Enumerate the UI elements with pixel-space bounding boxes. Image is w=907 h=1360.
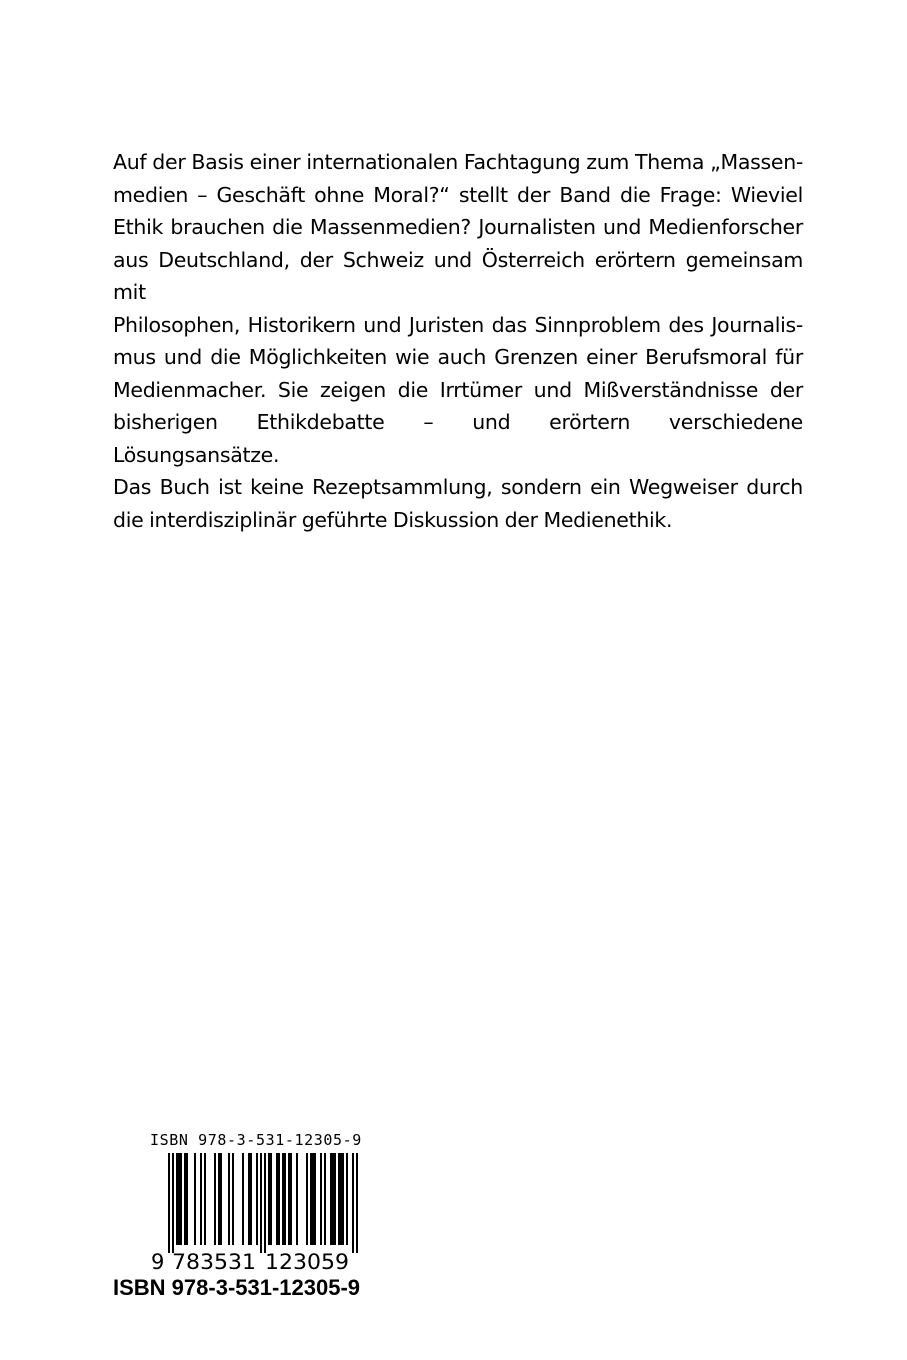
barcode-bar bbox=[288, 1153, 290, 1245]
barcode-bar bbox=[260, 1153, 262, 1253]
barcode-bar bbox=[194, 1153, 196, 1245]
barcode-bar bbox=[184, 1153, 186, 1245]
barcode-bar bbox=[338, 1153, 340, 1245]
blurb-line: bisherigen Ethikdebatte – und erörtern verschiedene Lösungsansätze. bbox=[113, 410, 803, 467]
blurb-line: Medienmacher. Sie zeigen die Irrtümer und Mißverständnisse der bbox=[113, 377, 803, 402]
barcode-left-digits: 783531 bbox=[172, 1250, 256, 1273]
barcode-bar bbox=[204, 1153, 206, 1245]
barcode-bar bbox=[200, 1153, 202, 1245]
barcode-bar bbox=[320, 1153, 322, 1245]
barcode-block bbox=[150, 1131, 380, 1273]
barcode-bar bbox=[276, 1153, 278, 1245]
barcode-bar bbox=[296, 1153, 298, 1245]
barcode-bar bbox=[324, 1153, 326, 1245]
ean13-barcode bbox=[150, 1153, 380, 1273]
barcode-bar bbox=[282, 1153, 284, 1245]
blurb-line: Auf der Basis einer internationalen Fachtagung zum Thema „Massen- bbox=[113, 150, 803, 174]
barcode-bar bbox=[232, 1153, 234, 1245]
blurb-line: Ethik brauchen die Massenmedien? Journalisten und Medienforscher bbox=[113, 215, 803, 239]
blurb-line: Das Buch ist keine Rezeptsammlung, sondern ein Wegweiser durch bbox=[113, 475, 803, 499]
blurb-line: aus Deutschland, der Schweiz und Österreich erörtern gemeinsam mit bbox=[113, 247, 803, 304]
barcode-bar bbox=[330, 1153, 332, 1245]
barcode-bar bbox=[250, 1153, 252, 1245]
barcode-bar bbox=[176, 1153, 178, 1245]
barcode-isbn-label: ISBN 978-3-531-12305-9 bbox=[150, 1131, 362, 1149]
barcode-bar bbox=[332, 1153, 334, 1245]
barcode-bar bbox=[352, 1153, 354, 1253]
barcode-first-digit: 9 bbox=[151, 1250, 165, 1273]
barcode-bar bbox=[180, 1153, 182, 1245]
barcode-bar bbox=[342, 1153, 344, 1245]
barcode-bar bbox=[220, 1153, 222, 1245]
barcode-bar bbox=[290, 1153, 292, 1245]
barcode-bar bbox=[218, 1153, 220, 1245]
barcode-bar bbox=[334, 1153, 336, 1245]
barcode-bar bbox=[346, 1153, 348, 1245]
barcode-bar bbox=[278, 1153, 280, 1245]
blurb-line: mus und die Möglichkeiten wie auch Grenzen einer Berufsmoral für bbox=[113, 345, 803, 369]
barcode-bar bbox=[214, 1153, 216, 1245]
barcode-bar bbox=[264, 1153, 266, 1253]
barcode-bar bbox=[306, 1153, 308, 1245]
barcode-bar bbox=[312, 1153, 314, 1245]
blurb-line: medien – Geschäft ohne Moral?“ stellt der Band die Frage: Wieviel bbox=[113, 182, 803, 207]
barcode-bar bbox=[356, 1153, 358, 1253]
barcode-right-digits: 123059 bbox=[265, 1250, 349, 1273]
barcode-bar bbox=[314, 1153, 316, 1245]
barcode-bar bbox=[228, 1153, 230, 1245]
isbn-text: ISBN 978-3-531-12305-9 bbox=[113, 1275, 361, 1300]
barcode-bar bbox=[270, 1153, 272, 1245]
barcode-bar bbox=[178, 1153, 180, 1245]
barcode-bar bbox=[268, 1153, 270, 1245]
barcode-bar bbox=[256, 1153, 258, 1245]
back-cover-blurb bbox=[113, 146, 803, 536]
barcode-bar bbox=[172, 1153, 174, 1253]
barcode-bar bbox=[248, 1153, 250, 1245]
barcode-bar bbox=[186, 1153, 188, 1245]
barcode-bar bbox=[168, 1153, 170, 1253]
blurb-line: die interdisziplinär geführte Diskussion der Medienethik. bbox=[113, 507, 673, 532]
blurb-line: Philosophen, Historikern und Juristen das Sinnproblem des Journalis- bbox=[113, 312, 803, 337]
barcode-bar bbox=[284, 1153, 286, 1245]
barcode-bar bbox=[310, 1153, 312, 1245]
barcode-bar bbox=[242, 1153, 244, 1245]
barcode-bar bbox=[340, 1153, 342, 1245]
